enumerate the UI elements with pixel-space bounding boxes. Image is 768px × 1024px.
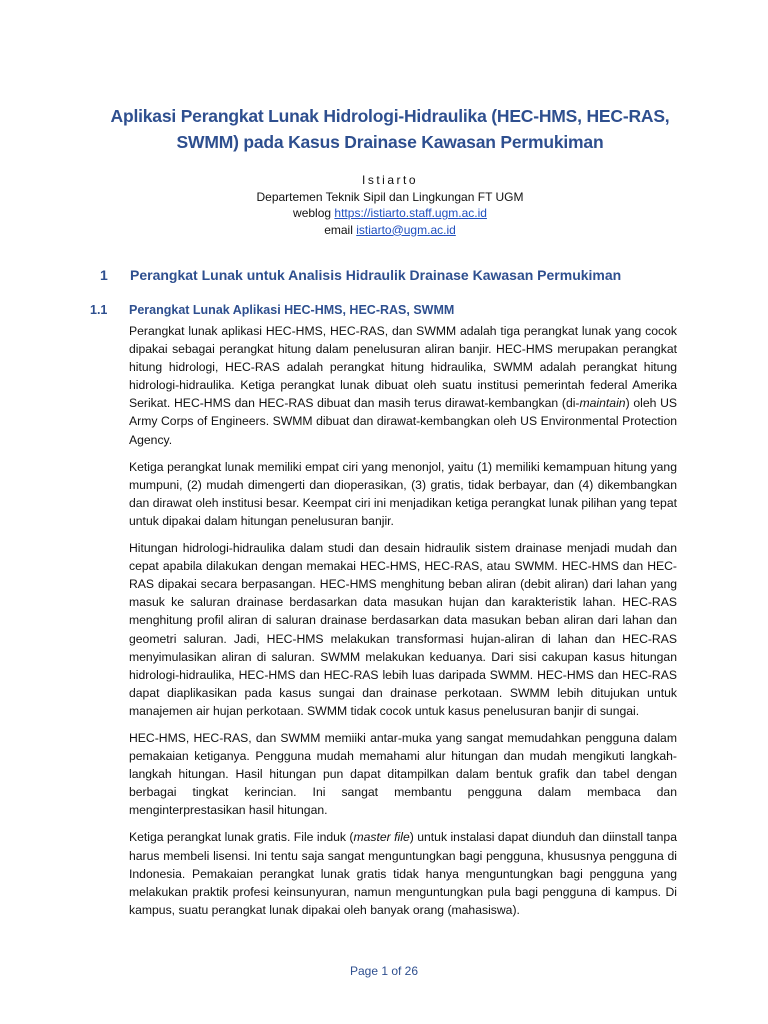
email-link[interactable]: istiarto@ugm.ac.id (356, 222, 456, 237)
document-title (110, 103, 670, 155)
section-1-1-number: 1.1 (90, 303, 108, 317)
email-line (190, 222, 590, 239)
paragraph-3: Hitungan hidrologi-hidraulika dalam studi dan desain hidraulik sistem drainase menjadi mudah dan cepat apabila dilakukan dengan memakai HEC-HMS, HEC-RAS, atau SWMM. HEC-HMS dan HEC-RAS dipakai secara berpasangan. HEC-HMS menghitung beban aliran (debit aliran) dari lahan yang masuk ke saluran drainase berdasarkan data masukan hujan dan karakteristik lahan. HEC-RAS menghitung profil aliran di saluran drainase berdasarkan data masukan beban aliran dari lahan dan geometri saluran. Jadi, HEC-HMS melakukan transformasi hujan-aliran di lahan dan HEC-RAS menyimulasikan aliran di saluran. SWMM melakukan keduanya. Dari sisi cakupan kasus hitungan hidrologi-hidraulika, HEC-HMS dan HEC-RAS lebih luas daripada SWMM. HEC-HMS dan HEC-RAS dapat diaplikasikan pada kasus sungai dan drainase perkotaan. SWMM lebih ditujukan untuk manajemen air hujan perkotaan. SWMM tidak cocok untuk kasus penelusuran banjir di sungai. (129, 541, 677, 718)
section-1-1-heading (90, 301, 454, 319)
body-text (129, 322, 677, 928)
author-name: Istiarto (361, 173, 418, 187)
section-1-heading (100, 265, 621, 285)
section-1-number: 1 (100, 267, 108, 283)
paragraph-5 (129, 828, 677, 918)
section-1-1-title: Perangkat Lunak Aplikasi HEC-HMS, HEC-RAS, SWMM (129, 303, 455, 317)
paragraph-2: Ketiga perangkat lunak memiliki empat ciri yang menonjol, yaitu (1) memiliki kemampuan hitung yang mumpuni, (2) mudah dimengerti dan dioperasikan, (3) gratis, tidak berbayar, dan (4) dikembangkan dan dirawat oleh institusi besar. Keempat ciri ini menjadikan ketiga perangkat lunak pilihan yang tepat untuk dipakai dalam hitungan penelusuran banjir. (129, 459, 677, 528)
paragraph-1-emphasis: maintain (579, 396, 626, 411)
paragraph-1 (129, 322, 677, 449)
paragraph-1-part-b: ) oleh US Army Corps of Engineers. SWMM dibuat dan dirawat-kembangkan oleh US Environmental Protection Agency. (129, 396, 677, 447)
page-footer: Page 1 of 26 (349, 964, 419, 978)
weblog-line (190, 205, 590, 222)
paragraph-5-part-a: Ketiga perangkat lunak gratis. File induk ( (129, 830, 354, 845)
paragraph-5-part-b: ) untuk instalasi dapat diunduh dan diinstall tanpa harus membeli lisensi. Ini tentu saja sangat menguntungkan bagi pengguna, khususnya pengguna di Indonesia. Pemakaian perangkat lunak gratis tidak hanya menguntungkan bagi pengguna yang melakukan praktik profesi keinsunyuran, namun menguntungkan pula bagi pengguna di kampus. Di kampus, suatu perangkat lunak dipakai oleh banyak orang (mahasiswa). (129, 830, 677, 917)
author-affiliation: Departemen Teknik Sipil dan Lingkungan FT UGM (256, 189, 524, 204)
paragraph-1-part-a: Perangkat lunak aplikasi HEC-HMS, HEC-RAS, dan SWMM adalah tiga perangkat lunak yang cocok dipakai sebagai perangkat hitung dalam penelusuran aliran banjir. HEC-HMS merupakan perangkat hitung hidrologi, HEC-RAS adalah perangkat hitung hidraulika, SWMM adalah perangkat hitung hidrologi-hidraulika. Ketiga perangkat lunak dibuat oleh suatu institusi pemerintah federal Amerika Serikat. HEC-HMS dan HEC-RAS dibuat dan masih terus dirawat-kembangkan (di- (129, 324, 677, 411)
title-line-2: SWMM) pada Kasus Drainase Kawasan Permukiman (176, 132, 604, 152)
title-line-1: Aplikasi Perangkat Lunak Hidrologi-Hidraulika (HEC-HMS, HEC-RAS, (110, 106, 670, 126)
email-label: email (324, 222, 353, 237)
section-1-title: Perangkat Lunak untuk Analisis Hidraulik Drainase Kawasan Permukiman (130, 267, 622, 283)
paragraph-5-emphasis: master file (353, 830, 410, 845)
paragraph-4: HEC-HMS, HEC-RAS, dan SWMM memiiki antar-muka yang sangat memudahkan pengguna dalam pemakaian ketiganya. Pengguna mudah memahami alur hitungan dan mudah mengikuti langkah-langkah hitungan. Hasil hitungan pun dapat ditampilkan dalam bentuk grafik dan tabel dengan berbagai tingkat kerincian. Ini sangat membantu pengguna dalam membaca dan menginterprestasikan hasil hitungan. (129, 730, 677, 818)
author-block (190, 172, 590, 238)
weblog-label: weblog (293, 206, 332, 220)
weblog-link[interactable]: https://istiarto.staff.ugm.ac.id (334, 206, 487, 220)
